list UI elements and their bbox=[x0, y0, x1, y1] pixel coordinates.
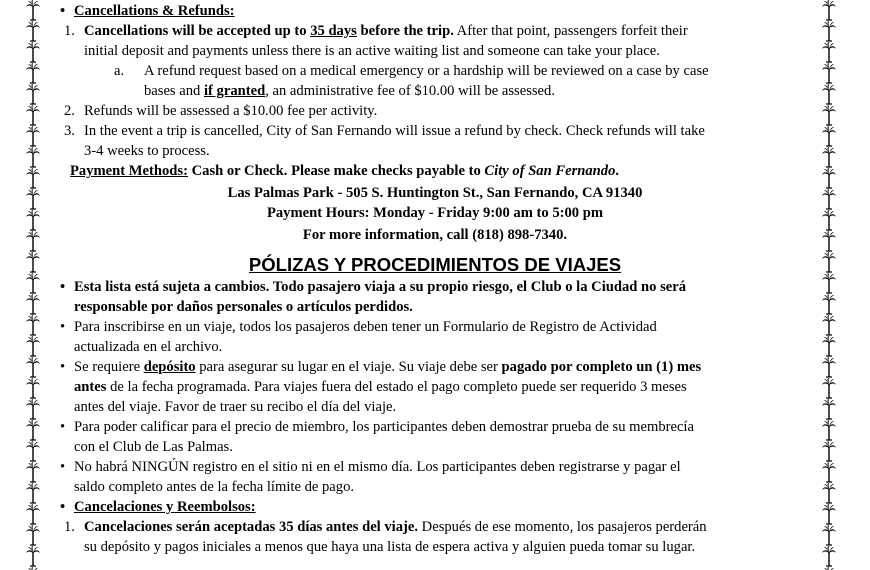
palm-tree-icon bbox=[822, 336, 836, 357]
palm-tree-icon bbox=[822, 252, 836, 273]
palm-tree-icon bbox=[26, 105, 40, 126]
es-bullet-5-cont: saldo completo antes de la fecha límite de pago. bbox=[74, 479, 355, 495]
palm-tree-icon bbox=[822, 525, 836, 546]
palm-tree-icon bbox=[26, 0, 40, 21]
palm-tree-icon bbox=[26, 483, 40, 504]
palm-tree-icon bbox=[26, 147, 40, 168]
palm-tree-border-right bbox=[822, 0, 838, 570]
palm-tree-icon bbox=[822, 231, 836, 252]
es-bullet-5: • No habrá NINGÚN registro en el sitio ni en el mismo día. Los participantes deben registrarse y pagar el bbox=[60, 459, 681, 475]
palm-tree-icon bbox=[26, 399, 40, 420]
palm-tree-icon bbox=[26, 63, 40, 84]
palm-tree-icon bbox=[822, 105, 836, 126]
palm-tree-icon bbox=[26, 357, 40, 378]
palm-tree-icon bbox=[26, 525, 40, 546]
palm-tree-icon bbox=[26, 504, 40, 525]
palm-tree-icon bbox=[26, 315, 40, 336]
payment-methods: Payment Methods: Cash or Check. Please make checks payable to City of San Fernando. bbox=[70, 163, 620, 179]
palm-tree-icon bbox=[822, 399, 836, 420]
payment-hours: Payment Hours: Monday - Friday 9:00 am to 5:00 pm bbox=[266, 205, 604, 221]
es-bullet-3-cont2: antes del viaje. Favor de traer su recibo el día del viaje. bbox=[74, 399, 397, 415]
es-cancellation-item-1: 1. Cancelaciones serán aceptadas 35 días antes del viaje. Después de ese momento, los pasajeros perderán bbox=[64, 519, 707, 535]
palm-tree-icon bbox=[822, 42, 836, 63]
palm-tree-icon bbox=[26, 252, 40, 273]
policy-document bbox=[60, 1, 810, 557]
bullet-icon: • bbox=[60, 359, 66, 375]
cancellation-sub-a: a. A refund request based on a medical emergency or a hardship will be reviewed on a case by case bbox=[114, 63, 709, 79]
es-cancellation-item-1-cont: su depósito y pagos iniciales a menos que haya una lista de espera activa y alguien pueda tomar su lugar. bbox=[84, 539, 696, 555]
es-bullet-2-cont: actualizada en el archivo. bbox=[74, 339, 223, 355]
bullet-icon: • bbox=[60, 459, 66, 475]
es-cancellations-heading: • Cancelaciones y Reembolsos: bbox=[60, 499, 256, 515]
palm-tree-icon bbox=[26, 84, 40, 105]
es-bullet-3: • Se requiere depósito para asegurar su lugar en el viaje. Su viaje debe ser pagado por completo un (1) mes bbox=[60, 359, 702, 375]
palm-tree-icon bbox=[822, 294, 836, 315]
palm-tree-icon bbox=[822, 378, 836, 399]
palm-tree-icon bbox=[822, 126, 836, 147]
palm-tree-border-left bbox=[26, 0, 42, 570]
palm-tree-icon bbox=[822, 0, 836, 21]
palm-tree-icon bbox=[26, 294, 40, 315]
cancellation-sub-a-cont: bases and if granted, an administrative fee of $10.00 will be assessed. bbox=[144, 83, 555, 99]
palm-tree-icon bbox=[822, 546, 836, 567]
palm-tree-icon bbox=[822, 210, 836, 231]
palm-tree-icon bbox=[822, 273, 836, 294]
palm-tree-icon bbox=[822, 504, 836, 525]
palm-tree-icon bbox=[26, 168, 40, 189]
es-bullet-1-cont: responsable por daños personales o artículos perdidos. bbox=[74, 299, 413, 315]
cancellation-item-1-cont: initial deposit and payments unless there is an active waiting list and someone can take your place. bbox=[84, 43, 660, 59]
es-bullet-3-cont: antes de la fecha programada. Para viajes fuera del estado el pago completo puede ser requerido 3 meses bbox=[74, 379, 687, 395]
bullet-icon: • bbox=[60, 499, 66, 515]
cancellations-heading: • Cancellations & Refunds: bbox=[60, 3, 235, 19]
refund-item-3: 3. In the event a trip is cancelled, City of San Fernando will issue a refund by check. Check refunds will take bbox=[64, 123, 705, 139]
es-bullet-4: • Para poder calificar para el precio de miembro, los participantes deben demostrar prueba de su membrecía bbox=[60, 419, 694, 435]
palm-tree-icon bbox=[822, 84, 836, 105]
palm-tree-icon bbox=[26, 546, 40, 567]
palm-tree-icon bbox=[26, 21, 40, 42]
palm-tree-icon bbox=[822, 441, 836, 462]
refund-item-2: 2. Refunds will be assessed a $10.00 fee per activity. bbox=[64, 103, 378, 119]
bullet-icon: • bbox=[60, 419, 66, 435]
palm-tree-icon bbox=[822, 315, 836, 336]
refund-item-3-cont: 3-4 weeks to process. bbox=[84, 143, 210, 159]
palm-tree-icon bbox=[26, 42, 40, 63]
es-bullet-4-cont: con el Club de Las Palmas. bbox=[74, 439, 233, 455]
palm-tree-icon bbox=[26, 336, 40, 357]
palm-tree-icon bbox=[822, 189, 836, 210]
palm-tree-icon bbox=[822, 63, 836, 84]
cancellation-item-1: 1. Cancellations will be accepted up to 35 days before the trip. After that point, passengers forfeit their bbox=[64, 23, 688, 39]
es-bullet-1: • Esta lista está sujeta a cambios. Todo pasajero viaja a su propio riesgo, el Club o la Ciudad no será bbox=[60, 279, 687, 295]
palm-tree-icon bbox=[822, 483, 836, 504]
palm-tree-icon bbox=[26, 210, 40, 231]
palm-tree-icon bbox=[822, 147, 836, 168]
park-address: Las Palmas Park - 505 S. Huntington St., San Fernando, CA 91340 bbox=[227, 185, 643, 201]
info-phone: For more information, call (818) 898-7340. bbox=[302, 227, 568, 243]
palm-tree-icon bbox=[26, 231, 40, 252]
es-bullet-2: • Para inscribirse en un viaje, todos los pasajeros deben tener un Formulario de Registro de Actividad bbox=[60, 319, 657, 335]
palm-tree-icon bbox=[26, 378, 40, 399]
spanish-section-title: PÓLIZAS Y PROCEDIMIENTOS DE VIAJES bbox=[248, 254, 622, 275]
palm-tree-icon bbox=[26, 441, 40, 462]
palm-tree-icon bbox=[26, 126, 40, 147]
palm-tree-icon bbox=[26, 273, 40, 294]
palm-tree-icon bbox=[822, 420, 836, 441]
palm-tree-icon bbox=[26, 189, 40, 210]
palm-tree-icon bbox=[26, 420, 40, 441]
palm-tree-icon bbox=[822, 462, 836, 483]
bullet-icon: • bbox=[60, 279, 66, 295]
palm-tree-icon bbox=[822, 21, 836, 42]
palm-tree-icon bbox=[822, 357, 836, 378]
bullet-icon: • bbox=[60, 319, 66, 335]
bullet-icon: • bbox=[60, 3, 66, 19]
palm-tree-icon bbox=[822, 168, 836, 189]
palm-tree-icon bbox=[26, 462, 40, 483]
